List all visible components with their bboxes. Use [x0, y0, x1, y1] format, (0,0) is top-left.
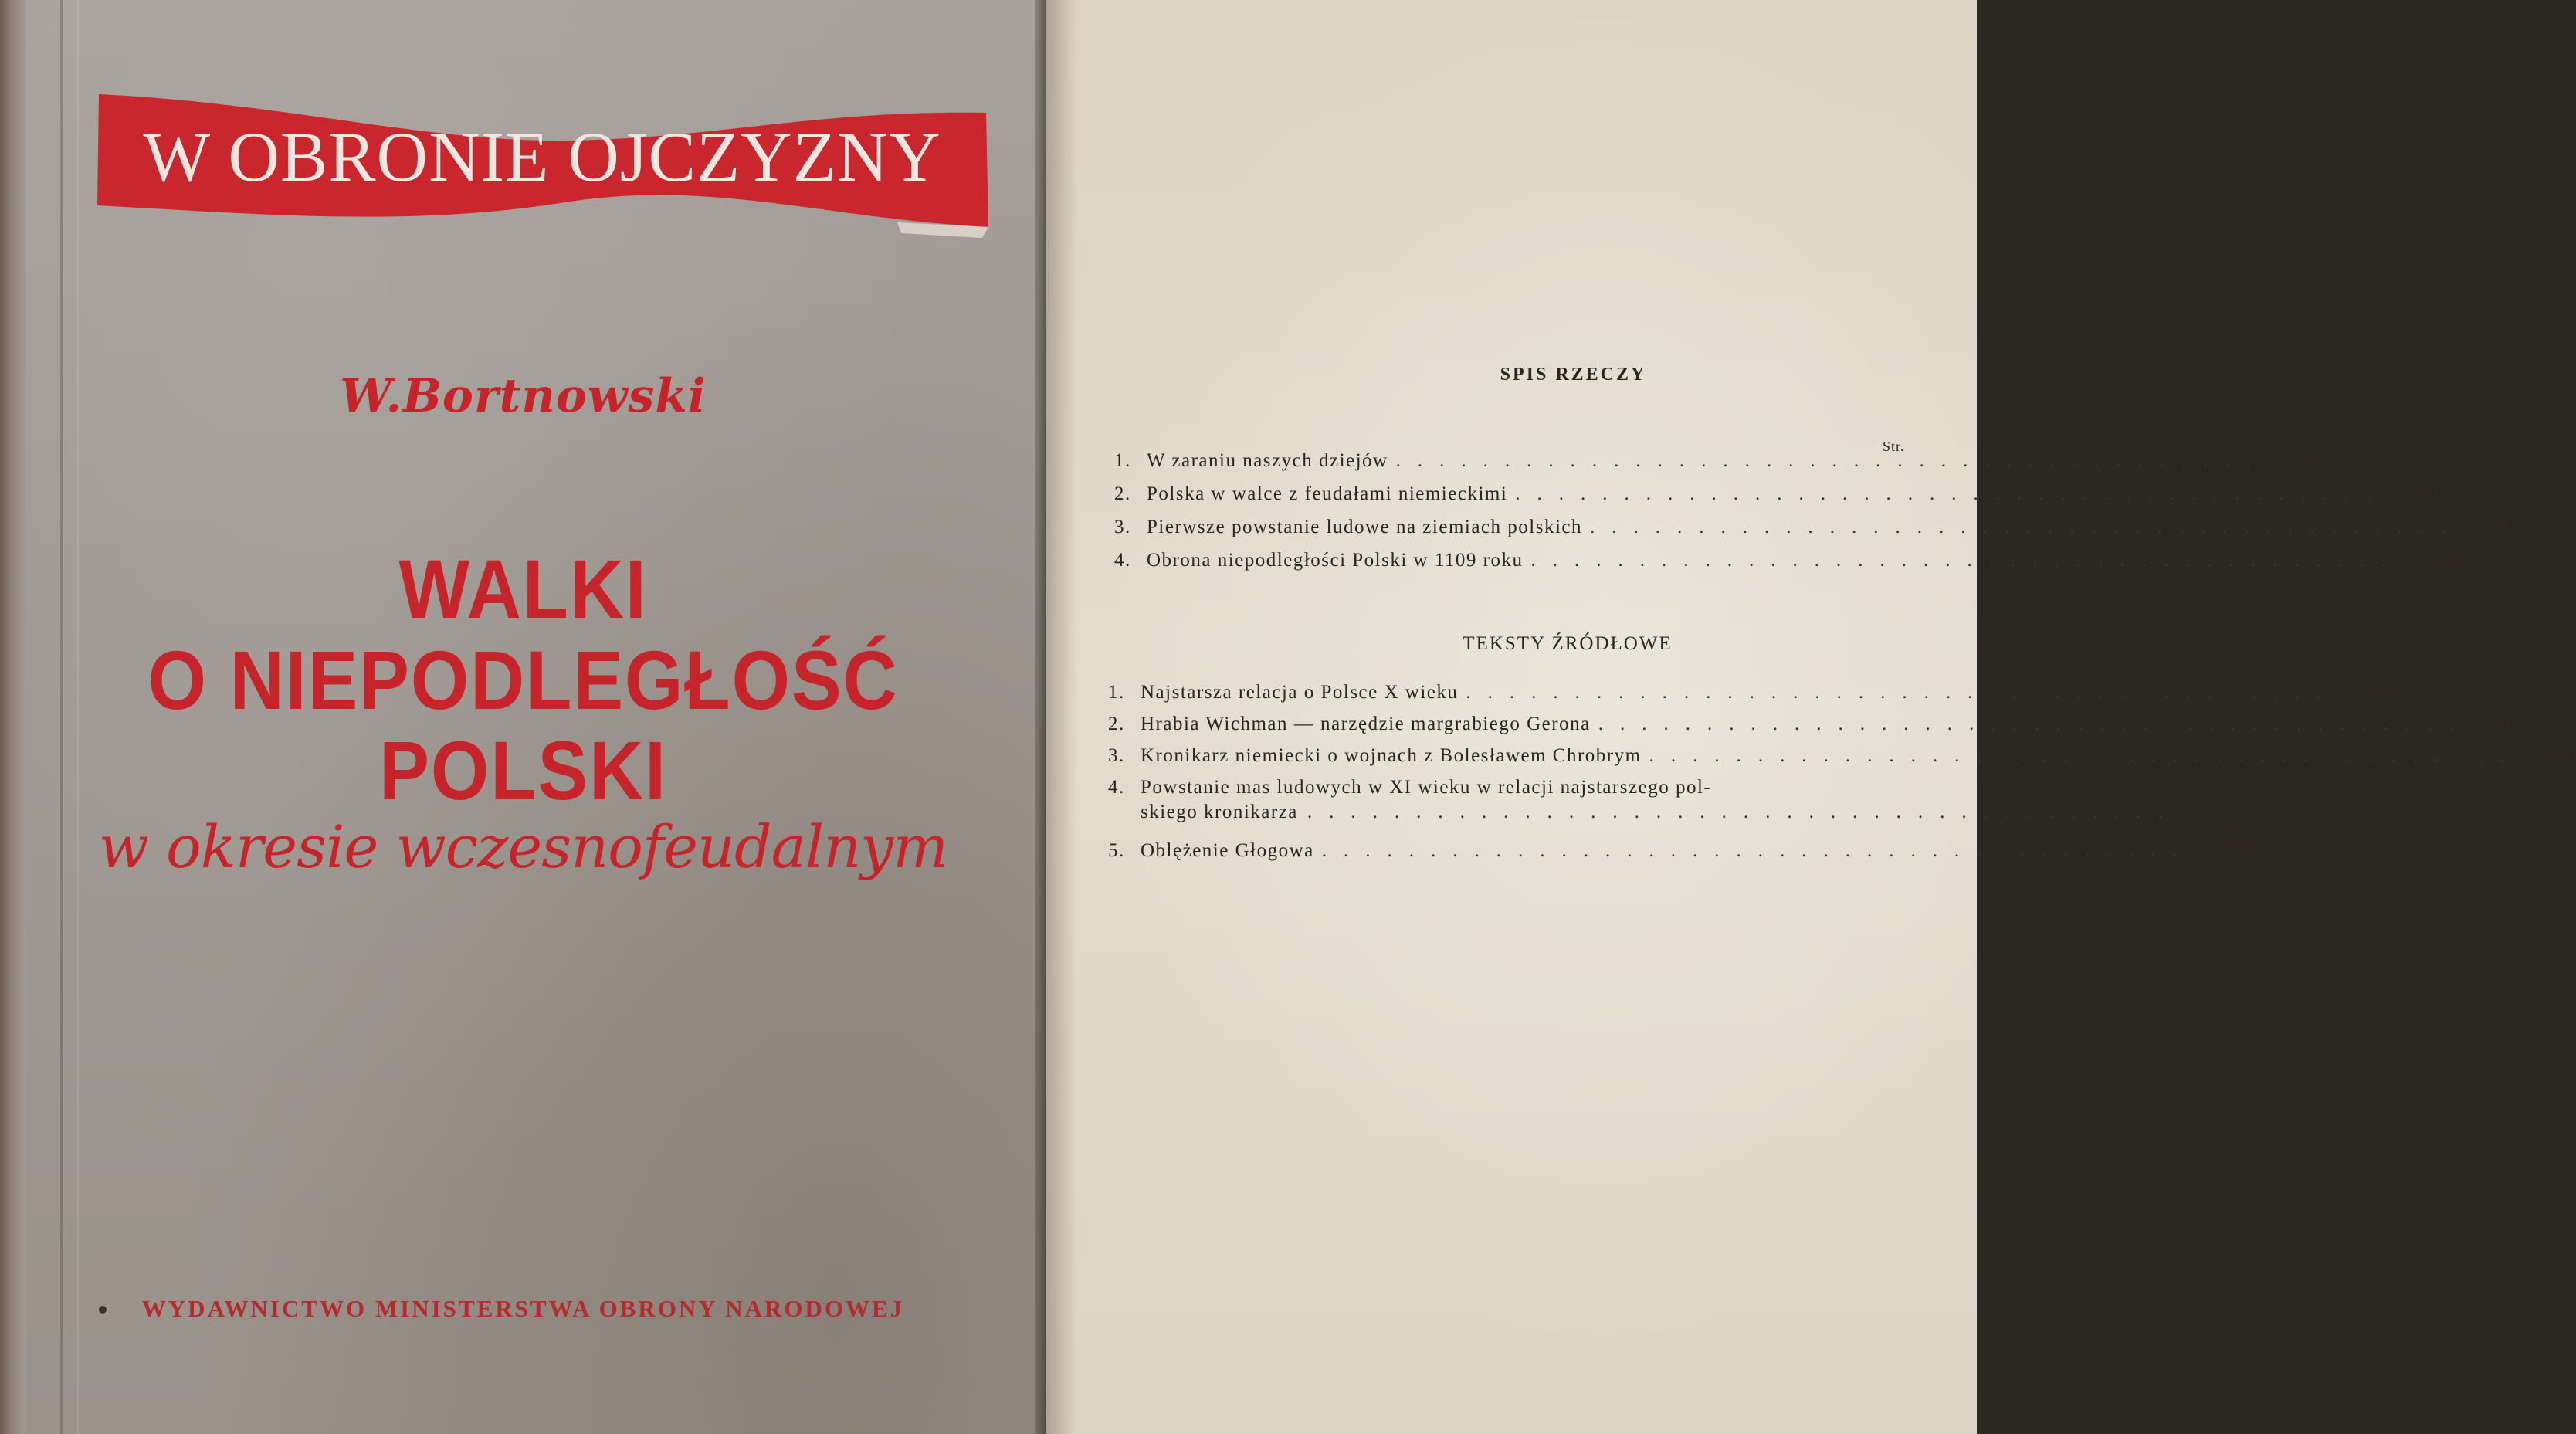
source-number: 3.	[1108, 745, 1125, 766]
chapter-list	[1114, 450, 2517, 583]
source-number: 1.	[1108, 682, 1125, 703]
publisher-name: WYDAWNICTWO MINISTERSTWA OBRONY NARODOWEJ	[141, 1295, 905, 1322]
book-subtitle: w okresie wczesnofeudalnym	[98, 812, 948, 881]
source-entry	[1108, 682, 2393, 714]
chapter-number: 1.	[1114, 450, 1131, 471]
chapter-page: 5	[2311, 450, 2323, 471]
series-title: W OBRONIE OJCZYZNY	[143, 117, 941, 196]
leader-dots: ........................................	[1307, 802, 2180, 822]
leader-dots: ........................................	[1598, 714, 2471, 734]
source-entry	[1108, 714, 2525, 745]
source-number: 5.	[1108, 840, 1125, 861]
chapter-title: Pierwsze powstanie ludowe na ziemiach polskich	[1147, 517, 1582, 537]
source-page: 64	[2554, 745, 2576, 766]
author-name: W.Bortnowski	[340, 369, 707, 423]
cover-edge-shadow	[1035, 0, 1046, 1434]
source-page: 55	[2371, 682, 2393, 703]
leader-dots: ........................................	[1530, 550, 2404, 571]
page-column-label: Str.	[1883, 439, 1905, 454]
source-title: Kronikarz niemiecki o wojnach z Bolesławem Chrobrym	[1141, 745, 1642, 766]
source-entry	[1108, 745, 2576, 777]
contents-page	[1046, 0, 2576, 1434]
title-line-3: POLSKI	[379, 724, 667, 817]
source-title: Najstarsza relacja o Polsce X wieku	[1141, 682, 1459, 703]
book-cover	[0, 0, 1046, 1434]
sources-list	[1108, 682, 2576, 872]
leader-dots: ........................................	[1515, 483, 2388, 504]
source-title-continuation: skiego kronikarza	[1141, 802, 1298, 822]
chapter-title: Obrona niepodległości Polski w 1109 roku	[1147, 550, 1524, 571]
chapter-page: 10	[2420, 483, 2442, 504]
chapter-entry	[1114, 550, 2458, 583]
source-title-block	[1141, 777, 2188, 823]
source-title-continuation-row	[1141, 802, 2188, 823]
chapter-entry	[1114, 450, 2323, 483]
leader-dots: ........................................	[1321, 840, 2195, 861]
chapter-page: 34	[2495, 517, 2517, 537]
leader-dots: ........................................	[1395, 450, 2269, 471]
source-page: 72	[2212, 819, 2234, 839]
chapter-entry	[1114, 517, 2517, 550]
source-title: Hrabia Wichman — narzędzie margrabiego Gerona	[1141, 714, 1591, 734]
chapter-number: 2.	[1114, 483, 1131, 504]
chapter-entry	[1114, 483, 2442, 517]
chapter-number: 4.	[1114, 550, 1131, 571]
chapter-number: 3.	[1114, 517, 1131, 537]
chapter-title: W zaraniu naszych dziejów	[1147, 450, 1388, 471]
sources-heading: TEKSTY ŹRÓDŁOWE	[1463, 633, 1673, 654]
chapter-page: 46	[2435, 550, 2458, 571]
source-number: 2.	[1108, 714, 1125, 734]
source-entry	[1108, 777, 2234, 840]
source-page: 75	[2226, 840, 2249, 861]
book-spine	[0, 0, 26, 1434]
title-line-1: WALKI	[398, 542, 648, 636]
leader-dots: ........................................	[1590, 517, 2462, 537]
page-gutter-shadow	[1046, 0, 1077, 1434]
source-title: Oblężenie Głogowa	[1141, 840, 1314, 861]
source-entry	[1108, 840, 2249, 872]
leader-dots: ........................................	[1466, 682, 2339, 703]
source-page: 61	[2503, 714, 2525, 734]
leader-dots: ........................................	[1649, 745, 2522, 766]
source-number: 4.	[1108, 777, 1125, 798]
title-line-2: O NIEPODLEGŁOŚĆ	[147, 633, 899, 727]
source-title: Powstanie mas ludowych w XI wieku w relacji najstarszego pol-	[1141, 777, 1712, 798]
series-banner	[94, 86, 990, 241]
chapter-title: Polska w walce z feudałami niemieckimi	[1147, 483, 1508, 504]
contents-heading: SPIS RZECZY	[1500, 364, 1647, 385]
